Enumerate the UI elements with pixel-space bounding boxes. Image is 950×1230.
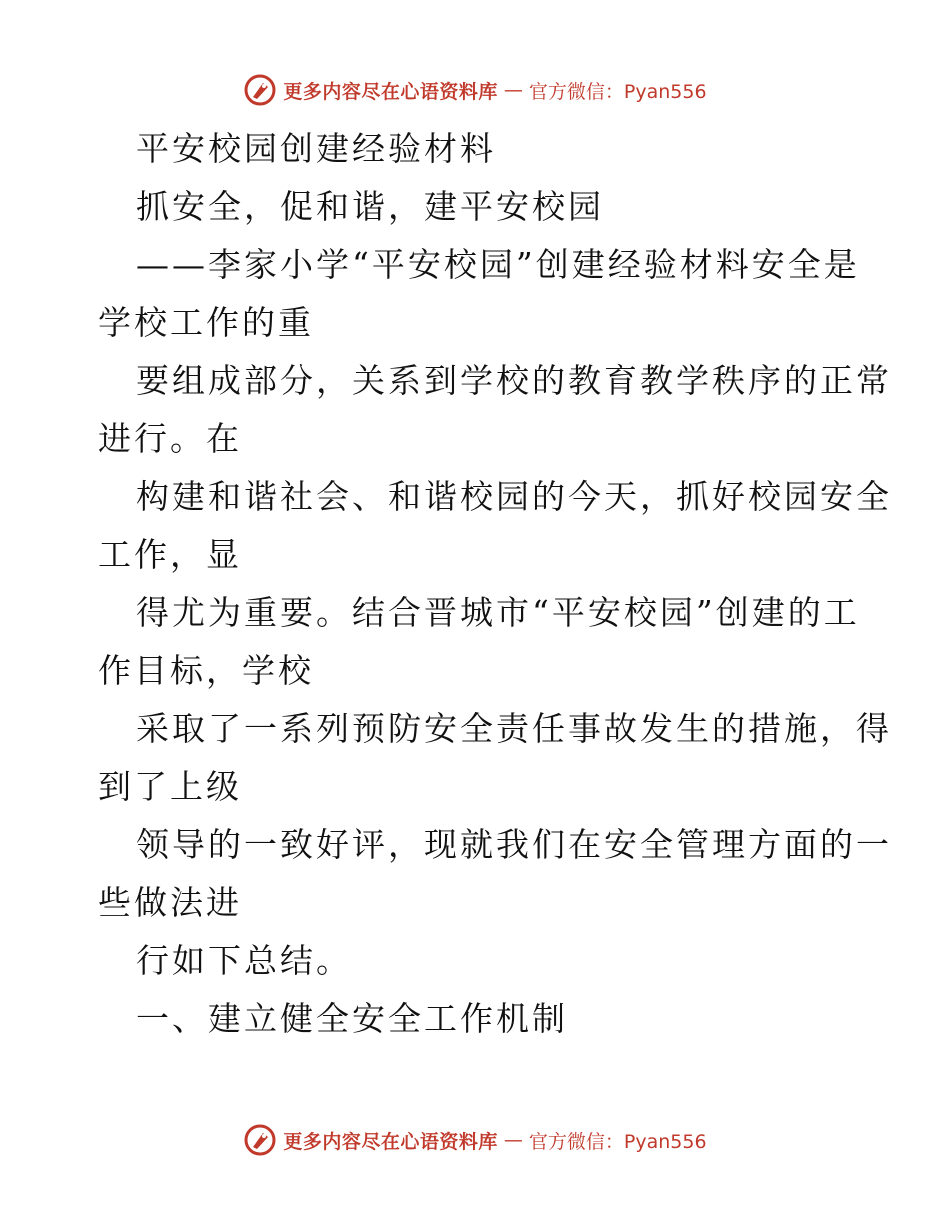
pen-nib-logo-icon — [243, 1123, 277, 1157]
footer-banner — [0, 1120, 950, 1160]
doc-line: 进行。在 — [98, 419, 242, 458]
doc-line: 要组成部分，关系到学校的教育教学秩序的正常 — [136, 361, 892, 400]
doc-line: 平安校园创建经验材料 — [136, 129, 496, 168]
banner-wechat: 官方微信：Pyan556 — [528, 80, 707, 103]
doc-line: 构建和谐社会、和谐校园的今天，抓好校园安全 — [136, 477, 892, 516]
document-body — [98, 120, 892, 1048]
doc-line: 作目标，学校 — [98, 651, 314, 690]
banner-separator: — — [503, 79, 523, 101]
banner-wechat: 官方微信：Pyan556 — [528, 1130, 707, 1153]
banner-title: 更多内容尽在心语资料库 — [283, 80, 498, 103]
pen-nib-logo-icon — [243, 73, 277, 107]
doc-line: 学校工作的重 — [98, 303, 314, 342]
doc-line: 得尤为重要。结合晋城市“平安校园”创建的工 — [136, 593, 860, 632]
banner-title: 更多内容尽在心语资料库 — [283, 1130, 498, 1153]
doc-line: 到了上级 — [98, 767, 242, 806]
doc-line: 一、建立健全安全工作机制 — [136, 999, 568, 1038]
header-banner — [0, 70, 950, 110]
doc-line: 工作，显 — [98, 535, 242, 574]
doc-line: 些做法进 — [98, 883, 242, 922]
doc-line: 采取了一系列预防安全责任事故发生的措施，得 — [136, 709, 892, 748]
banner-separator: — — [503, 1129, 523, 1151]
doc-line: 抓安全，促和谐，建平安校园 — [136, 187, 604, 226]
doc-line: 行如下总结。 — [136, 941, 352, 980]
doc-line: 领导的一致好评，现就我们在安全管理方面的一 — [136, 825, 892, 864]
doc-line: ——李家小学“平安校园”创建经验材料安全是 — [136, 245, 860, 284]
